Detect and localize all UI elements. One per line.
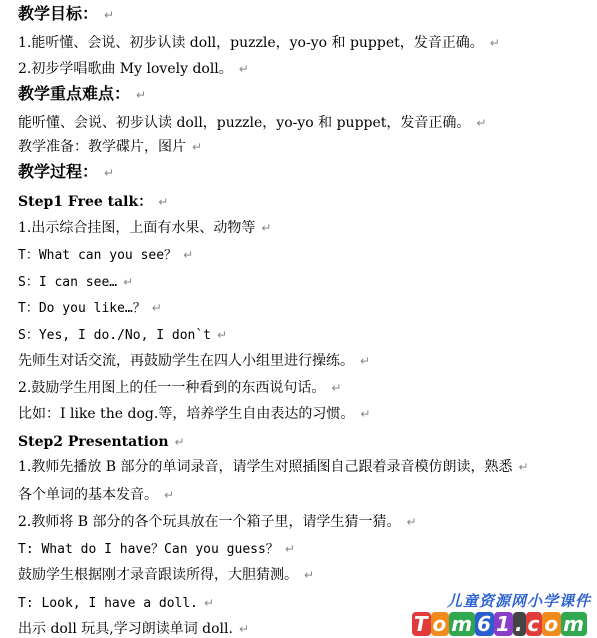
paragraph-mark-icon: ↵	[192, 140, 203, 154]
line-text: S：I can see…	[18, 275, 118, 290]
text-line	[18, 34, 500, 52]
line-text: 各个单词的基本发音。	[18, 487, 158, 503]
text-line	[18, 114, 486, 132]
line-text: 鼓励学生根据刚才录音跟读所得，大胆猜测。	[18, 567, 298, 583]
line-text: T: Look, I have a doll.	[18, 596, 199, 611]
text-line	[18, 273, 133, 292]
line-text: 1.教师先播放 B 部分的单词录音，请学生对照插图自己跟着录音模仿朗读，熟悉	[18, 459, 513, 475]
text-line	[18, 219, 271, 237]
text-line	[18, 540, 295, 559]
logo-letter: c	[527, 612, 541, 636]
paragraph-mark-icon: ↵	[406, 515, 417, 529]
logo-letter: T	[413, 612, 429, 636]
line-text: 教学准备：教学碟片，图片	[18, 139, 186, 155]
text-line	[18, 379, 341, 397]
line-text: 先师生对话交流，再鼓励学生在四人小组里进行操练。	[18, 353, 354, 369]
line-text: 1.出示综合挂图，上面有水果、动物等	[18, 220, 256, 236]
logo-letter: .	[514, 612, 524, 636]
text-line	[18, 486, 174, 504]
line-text: S：Yes, I do./No, I don`t	[18, 328, 212, 343]
paragraph-mark-icon: ↵	[360, 354, 371, 368]
paragraph-mark-icon: ↵	[476, 116, 487, 130]
logo-letter: 6	[477, 612, 493, 636]
text-line	[18, 299, 162, 318]
line-text: 能听懂、会说、初步认读 doll，puzzle，yo-yo 和 puppet，发音正确。	[18, 115, 471, 131]
paragraph-mark-icon: ↵	[304, 568, 315, 582]
text-line	[18, 620, 249, 638]
line-text: 2.教师将 B 部分的各个玩具放在一个箱子里，请学生猜一猜。	[18, 514, 401, 530]
line-text: 教学过程：	[18, 162, 99, 181]
text-line	[18, 594, 214, 613]
paragraph-mark-icon: ↵	[104, 166, 115, 180]
section-heading	[18, 163, 114, 182]
line-text: T：Do you like…？	[18, 301, 146, 316]
text-line	[18, 405, 370, 423]
logo-letter: 1	[496, 612, 511, 636]
paragraph-mark-icon: ↵	[151, 301, 162, 315]
section-heading	[18, 5, 114, 24]
logo-letter: m	[451, 612, 474, 636]
paragraph-mark-icon: ↵	[518, 460, 529, 474]
paragraph-mark-icon: ↵	[284, 542, 295, 556]
line-text: 1.能听懂、会说、初步认读 doll，puzzle，yo-yo 和 puppet，发音正确。	[18, 35, 484, 51]
paragraph-mark-icon: ↵	[158, 195, 169, 209]
step-heading	[18, 193, 168, 211]
paragraph-mark-icon: ↵	[360, 407, 371, 421]
text-line	[18, 566, 314, 584]
section-heading	[18, 85, 146, 104]
logo-letter: o	[432, 612, 448, 636]
paragraph-mark-icon: ↵	[489, 36, 500, 50]
text-line	[18, 60, 249, 78]
line-text: 2.初步学唱歌曲 My lovely doll。	[18, 61, 233, 77]
line-text: Step2 Presentation	[18, 434, 169, 450]
watermark-logo	[412, 612, 587, 636]
paragraph-mark-icon: ↵	[238, 622, 250, 636]
line-text: 教学重点难点：	[18, 84, 131, 103]
paragraph-mark-icon: ↵	[331, 381, 342, 395]
line-text: 出示 doll 玩具,学习朗读单词 doll.	[18, 621, 233, 637]
logo-letter: o	[544, 612, 560, 636]
text-line	[18, 326, 227, 345]
paragraph-mark-icon: ↵	[238, 62, 249, 76]
paragraph-mark-icon: ↵	[261, 221, 272, 235]
watermark	[393, 590, 593, 636]
line-text: 2.鼓励学生用图上的任一一种看到的东西说句话。	[18, 380, 326, 396]
paragraph-mark-icon: ↵	[183, 248, 194, 262]
text-line	[18, 458, 529, 476]
text-line	[18, 513, 417, 531]
text-line	[18, 246, 193, 265]
text-line	[18, 138, 202, 156]
line-text: T: What do I have？Can you guess？	[18, 542, 279, 557]
watermark-text: 儿童资源网小学课件	[446, 592, 591, 610]
paragraph-mark-icon: ↵	[204, 596, 215, 610]
logo-letter: m	[563, 612, 585, 636]
line-text: 教学目标：	[18, 4, 99, 23]
paragraph-mark-icon: ↵	[104, 8, 115, 22]
line-text: 比如：I like the dog.等，培养学生自由表达的习惯。	[18, 406, 355, 422]
line-text: T：What can you see？	[18, 248, 178, 263]
line-text: Step1 Free talk：	[18, 194, 153, 210]
paragraph-mark-icon: ↵	[217, 328, 228, 342]
paragraph-mark-icon: ↵	[136, 88, 147, 102]
text-line	[18, 352, 370, 370]
step-heading	[18, 433, 185, 451]
paragraph-mark-icon: ↵	[164, 488, 175, 502]
paragraph-mark-icon: ↵	[123, 275, 134, 289]
paragraph-mark-icon: ↵	[174, 435, 185, 449]
